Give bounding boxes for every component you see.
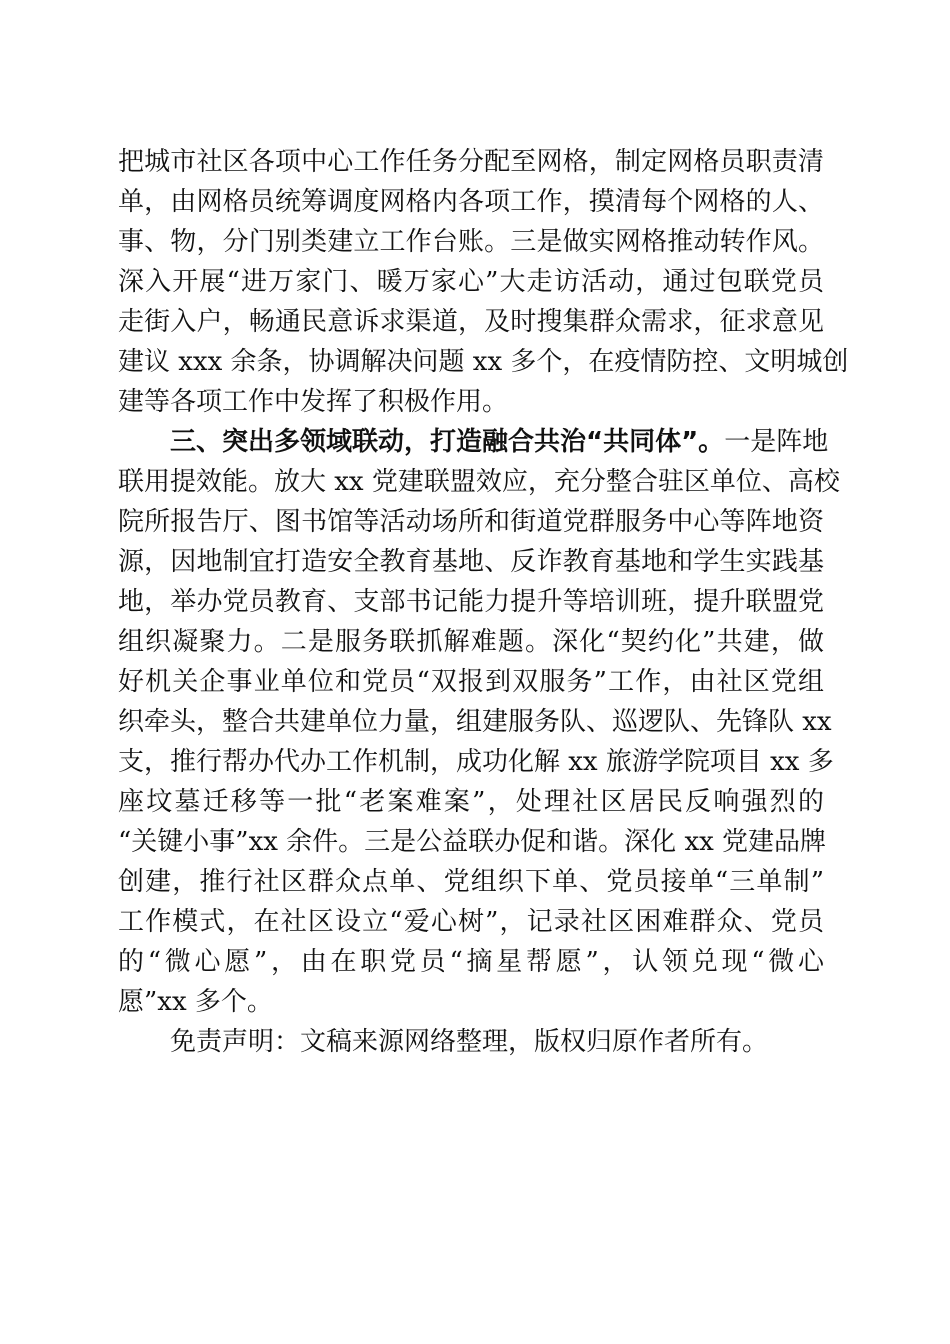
paragraph-disclaimer [118, 1022, 824, 1062]
text-line: 组织凝聚力。二是服务联抓解难题。深化“契约化”共建，做 [118, 627, 824, 657]
text-line: 创建，推行社区群众点单、党组织下单、党员接单“三单制” [118, 867, 824, 897]
section-heading: 三、突出多领域联动，打造融合共治“共同体”。 [170, 427, 725, 457]
text-line: 深入开展“进万家门、暖万家心”大走访活动，通过包联党员 [118, 267, 824, 297]
text-line: 工作模式，在社区设立“爱心树”，记录社区困难群众、党员 [118, 907, 824, 937]
text-line: 源，因地制宜打造安全教育基地、反诈教育基地和学生实践基 [118, 547, 824, 577]
text-line: 支，推行帮办代办工作机制，成功化解 xx 旅游学院项目 xx 多 [118, 747, 834, 777]
text-line: 单，由网格员统筹调度网格内各项工作，摸清每个网格的人、 [118, 187, 824, 217]
text-line: 建议 xxx 余条，协调解决问题 xx 多个，在疫情防控、文明城创 [118, 347, 849, 377]
text-line: 事、物，分门别类建立工作台账。三是做实网格推动转作风。 [118, 227, 824, 257]
text-line: 好机关企事业单位和党员“双报到双服务”工作，由社区党组 [118, 667, 824, 697]
section-first-line-rest: 一是阵地 [724, 427, 829, 457]
section-heading-line [118, 422, 829, 462]
text-line: 走街入户，畅通民意诉求渠道，及时搜集群众需求，征求意见 [118, 307, 824, 337]
text-line: 联用提效能。放大 xx 党建联盟效应，充分整合驻区单位、高校 [118, 467, 840, 497]
text-line: 愿”xx 多个。 [118, 987, 273, 1017]
text-line: 织牵头，整合共建单位力量，组建服务队、巡逻队、先锋队 xx [118, 707, 832, 737]
text-line: 地，举办党员教育、支部书记能力提升等培训班，提升联盟党 [118, 587, 824, 617]
text-line: 的“微心愿”，由在职党员“摘星帮愿”，认领兑现“微心 [118, 947, 824, 977]
text-line: 座坟墓迁移等一批“老案难案”，处理社区居民反响强烈的 [118, 787, 824, 817]
paragraph-grid-work [118, 142, 849, 422]
text-line: 建等各项工作中发挥了积极作用。 [118, 387, 509, 417]
paragraph-section-three [118, 422, 840, 1022]
text-line: 院所报告厅、图书馆等活动场所和街道党群服务中心等阵地资 [118, 507, 824, 537]
disclaimer-text: 免责声明：文稿来源网络整理，版权归原作者所有。 [170, 1027, 769, 1057]
document-body [118, 142, 849, 1062]
text-line: “关键小事”xx 余件。三是公益联办促和谐。深化 xx 党建品牌 [118, 827, 827, 857]
text-line: 把城市社区各项中心工作任务分配至网格，制定网格员职责清 [118, 147, 824, 177]
